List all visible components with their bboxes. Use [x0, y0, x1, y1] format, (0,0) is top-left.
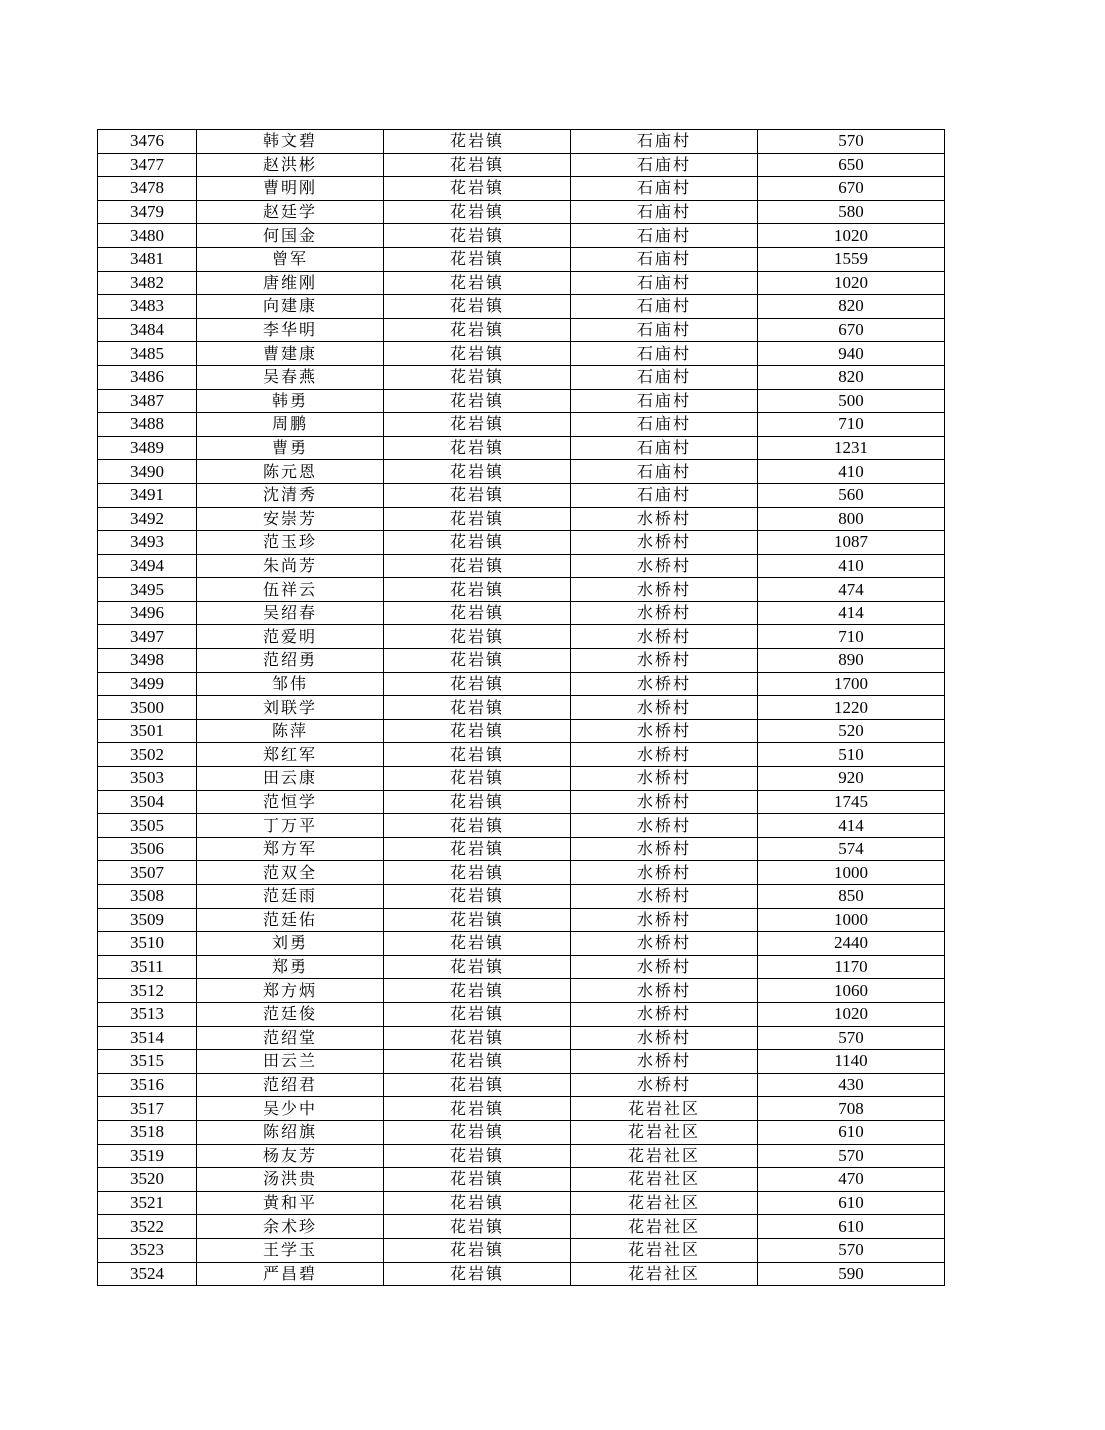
amount-cell: 590 [758, 1262, 945, 1286]
amount-cell: 574 [758, 837, 945, 861]
table-row [98, 1262, 945, 1286]
village-cell: 水桥村 [571, 578, 758, 602]
serial-cell: 3476 [98, 130, 197, 154]
table-row [98, 767, 945, 791]
table-row [98, 1097, 945, 1121]
amount-cell: 1000 [758, 861, 945, 885]
town-cell: 花岩镇 [384, 696, 571, 720]
name-cell: 杨友芳 [197, 1144, 384, 1168]
village-cell: 水桥村 [571, 507, 758, 531]
town-cell: 花岩镇 [384, 436, 571, 460]
table-row [98, 507, 945, 531]
amount-cell: 670 [758, 177, 945, 201]
town-cell: 花岩镇 [384, 531, 571, 555]
name-cell: 刘勇 [197, 932, 384, 956]
name-cell: 赵洪彬 [197, 153, 384, 177]
village-cell: 水桥村 [571, 908, 758, 932]
amount-cell: 470 [758, 1168, 945, 1192]
table-row [98, 1002, 945, 1026]
table-row [98, 1191, 945, 1215]
town-cell: 花岩镇 [384, 1191, 571, 1215]
amount-cell: 560 [758, 483, 945, 507]
name-cell: 韩勇 [197, 389, 384, 413]
table-row [98, 1144, 945, 1168]
village-cell: 水桥村 [571, 1073, 758, 1097]
serial-cell: 3519 [98, 1144, 197, 1168]
name-cell: 赵廷学 [197, 200, 384, 224]
town-cell: 花岩镇 [384, 601, 571, 625]
serial-cell: 3481 [98, 247, 197, 271]
serial-cell: 3482 [98, 271, 197, 295]
serial-cell: 3503 [98, 767, 197, 791]
serial-cell: 3515 [98, 1050, 197, 1074]
name-cell: 李华明 [197, 318, 384, 342]
village-cell: 石庙村 [571, 153, 758, 177]
serial-cell: 3499 [98, 672, 197, 696]
name-cell: 朱尚芳 [197, 554, 384, 578]
table-row [98, 342, 945, 366]
table-row [98, 247, 945, 271]
town-cell: 花岩镇 [384, 247, 571, 271]
village-cell: 石庙村 [571, 365, 758, 389]
serial-cell: 3494 [98, 554, 197, 578]
name-cell: 田云兰 [197, 1050, 384, 1074]
name-cell: 郑红军 [197, 743, 384, 767]
name-cell: 范绍勇 [197, 649, 384, 673]
village-cell: 水桥村 [571, 885, 758, 909]
amount-cell: 1020 [758, 224, 945, 248]
serial-cell: 3510 [98, 932, 197, 956]
serial-cell: 3512 [98, 979, 197, 1003]
amount-cell: 2440 [758, 932, 945, 956]
name-cell: 汤洪贵 [197, 1168, 384, 1192]
village-cell: 水桥村 [571, 1002, 758, 1026]
name-cell: 唐维刚 [197, 271, 384, 295]
name-cell: 范绍君 [197, 1073, 384, 1097]
name-cell: 陈绍旗 [197, 1120, 384, 1144]
serial-cell: 3524 [98, 1262, 197, 1286]
serial-cell: 3496 [98, 601, 197, 625]
name-cell: 余术珍 [197, 1215, 384, 1239]
table-row [98, 672, 945, 696]
town-cell: 花岩镇 [384, 460, 571, 484]
serial-cell: 3495 [98, 578, 197, 602]
town-cell: 花岩镇 [384, 1144, 571, 1168]
village-cell: 石庙村 [571, 483, 758, 507]
table-row [98, 1050, 945, 1074]
serial-cell: 3478 [98, 177, 197, 201]
amount-cell: 414 [758, 814, 945, 838]
village-cell: 石庙村 [571, 130, 758, 154]
table-row [98, 1168, 945, 1192]
serial-cell: 3508 [98, 885, 197, 909]
table-row [98, 908, 945, 932]
table-row [98, 413, 945, 437]
village-cell: 水桥村 [571, 696, 758, 720]
town-cell: 花岩镇 [384, 271, 571, 295]
table-row [98, 531, 945, 555]
serial-cell: 3502 [98, 743, 197, 767]
name-cell: 吴少中 [197, 1097, 384, 1121]
serial-cell: 3501 [98, 719, 197, 743]
town-cell: 花岩镇 [384, 861, 571, 885]
amount-cell: 650 [758, 153, 945, 177]
name-cell: 郑方炳 [197, 979, 384, 1003]
serial-cell: 3521 [98, 1191, 197, 1215]
serial-cell: 3477 [98, 153, 197, 177]
town-cell: 花岩镇 [384, 389, 571, 413]
serial-cell: 3518 [98, 1120, 197, 1144]
name-cell: 刘联学 [197, 696, 384, 720]
serial-cell: 3483 [98, 295, 197, 319]
amount-cell: 710 [758, 413, 945, 437]
amount-cell: 1087 [758, 531, 945, 555]
serial-cell: 3486 [98, 365, 197, 389]
town-cell: 花岩镇 [384, 837, 571, 861]
village-cell: 石庙村 [571, 247, 758, 271]
name-cell: 郑勇 [197, 955, 384, 979]
serial-cell: 3514 [98, 1026, 197, 1050]
town-cell: 花岩镇 [384, 625, 571, 649]
village-cell: 水桥村 [571, 719, 758, 743]
amount-cell: 610 [758, 1120, 945, 1144]
village-cell: 水桥村 [571, 767, 758, 791]
village-cell: 石庙村 [571, 413, 758, 437]
town-cell: 花岩镇 [384, 767, 571, 791]
name-cell: 范玉珍 [197, 531, 384, 555]
table-row [98, 1238, 945, 1262]
town-cell: 花岩镇 [384, 1262, 571, 1286]
town-cell: 花岩镇 [384, 200, 571, 224]
table-row [98, 719, 945, 743]
town-cell: 花岩镇 [384, 1238, 571, 1262]
table-row [98, 790, 945, 814]
name-cell: 韩文碧 [197, 130, 384, 154]
name-cell: 丁万平 [197, 814, 384, 838]
village-cell: 水桥村 [571, 531, 758, 555]
table-row [98, 696, 945, 720]
table-row [98, 625, 945, 649]
table-row [98, 224, 945, 248]
town-cell: 花岩镇 [384, 908, 571, 932]
town-cell: 花岩镇 [384, 979, 571, 1003]
serial-cell: 3504 [98, 790, 197, 814]
amount-cell: 1060 [758, 979, 945, 1003]
village-cell: 石庙村 [571, 389, 758, 413]
town-cell: 花岩镇 [384, 1026, 571, 1050]
amount-cell: 1000 [758, 908, 945, 932]
town-cell: 花岩镇 [384, 507, 571, 531]
table-row [98, 837, 945, 861]
village-cell: 花岩社区 [571, 1238, 758, 1262]
amount-cell: 500 [758, 389, 945, 413]
village-cell: 水桥村 [571, 861, 758, 885]
village-cell: 水桥村 [571, 814, 758, 838]
town-cell: 花岩镇 [384, 790, 571, 814]
name-cell: 范爱明 [197, 625, 384, 649]
amount-cell: 520 [758, 719, 945, 743]
amount-cell: 1170 [758, 955, 945, 979]
serial-cell: 3520 [98, 1168, 197, 1192]
name-cell: 黄和平 [197, 1191, 384, 1215]
town-cell: 花岩镇 [384, 743, 571, 767]
serial-cell: 3489 [98, 436, 197, 460]
amount-cell: 510 [758, 743, 945, 767]
village-cell: 花岩社区 [571, 1097, 758, 1121]
serial-cell: 3523 [98, 1238, 197, 1262]
table-row [98, 365, 945, 389]
name-cell: 范绍堂 [197, 1026, 384, 1050]
town-cell: 花岩镇 [384, 177, 571, 201]
serial-cell: 3493 [98, 531, 197, 555]
town-cell: 花岩镇 [384, 483, 571, 507]
village-cell: 水桥村 [571, 672, 758, 696]
name-cell: 周鹏 [197, 413, 384, 437]
village-cell: 花岩社区 [571, 1215, 758, 1239]
serial-cell: 3509 [98, 908, 197, 932]
table-row [98, 271, 945, 295]
amount-cell: 820 [758, 365, 945, 389]
table-row [98, 295, 945, 319]
amount-cell: 890 [758, 649, 945, 673]
town-cell: 花岩镇 [384, 649, 571, 673]
town-cell: 花岩镇 [384, 885, 571, 909]
amount-cell: 800 [758, 507, 945, 531]
amount-cell: 570 [758, 1144, 945, 1168]
village-cell: 水桥村 [571, 625, 758, 649]
amount-cell: 1231 [758, 436, 945, 460]
table-row [98, 436, 945, 460]
village-cell: 水桥村 [571, 649, 758, 673]
serial-cell: 3491 [98, 483, 197, 507]
village-cell: 石庙村 [571, 460, 758, 484]
name-cell: 曹勇 [197, 436, 384, 460]
serial-cell: 3487 [98, 389, 197, 413]
amount-cell: 1020 [758, 271, 945, 295]
village-cell: 石庙村 [571, 295, 758, 319]
village-cell: 水桥村 [571, 955, 758, 979]
table-row [98, 1120, 945, 1144]
name-cell: 陈元恩 [197, 460, 384, 484]
amount-cell: 940 [758, 342, 945, 366]
serial-cell: 3480 [98, 224, 197, 248]
amount-cell: 710 [758, 625, 945, 649]
table-row [98, 1215, 945, 1239]
town-cell: 花岩镇 [384, 413, 571, 437]
name-cell: 范廷雨 [197, 885, 384, 909]
serial-cell: 3507 [98, 861, 197, 885]
village-cell: 石庙村 [571, 200, 758, 224]
serial-cell: 3488 [98, 413, 197, 437]
name-cell: 曹建康 [197, 342, 384, 366]
name-cell: 邹伟 [197, 672, 384, 696]
town-cell: 花岩镇 [384, 932, 571, 956]
amount-cell: 430 [758, 1073, 945, 1097]
serial-cell: 3516 [98, 1073, 197, 1097]
serial-cell: 3497 [98, 625, 197, 649]
amount-cell: 410 [758, 460, 945, 484]
village-cell: 石庙村 [571, 224, 758, 248]
name-cell: 严昌碧 [197, 1262, 384, 1286]
serial-cell: 3498 [98, 649, 197, 673]
town-cell: 花岩镇 [384, 1002, 571, 1026]
table-row [98, 460, 945, 484]
town-cell: 花岩镇 [384, 1215, 571, 1239]
amount-cell: 570 [758, 1238, 945, 1262]
village-cell: 水桥村 [571, 601, 758, 625]
amount-cell: 1220 [758, 696, 945, 720]
town-cell: 花岩镇 [384, 318, 571, 342]
village-cell: 水桥村 [571, 790, 758, 814]
town-cell: 花岩镇 [384, 672, 571, 696]
name-cell: 吴绍春 [197, 601, 384, 625]
table-row [98, 1073, 945, 1097]
serial-cell: 3500 [98, 696, 197, 720]
table-row [98, 861, 945, 885]
town-cell: 花岩镇 [384, 153, 571, 177]
name-cell: 田云康 [197, 767, 384, 791]
town-cell: 花岩镇 [384, 1120, 571, 1144]
name-cell: 向建康 [197, 295, 384, 319]
town-cell: 花岩镇 [384, 719, 571, 743]
town-cell: 花岩镇 [384, 955, 571, 979]
table-row [98, 743, 945, 767]
name-cell: 曹明刚 [197, 177, 384, 201]
village-cell: 水桥村 [571, 554, 758, 578]
town-cell: 花岩镇 [384, 224, 571, 248]
table-row [98, 1026, 945, 1050]
name-cell: 范廷佑 [197, 908, 384, 932]
table-row [98, 177, 945, 201]
amount-cell: 474 [758, 578, 945, 602]
serial-cell: 3506 [98, 837, 197, 861]
serial-cell: 3485 [98, 342, 197, 366]
table-body [98, 130, 945, 1286]
town-cell: 花岩镇 [384, 814, 571, 838]
amount-cell: 580 [758, 200, 945, 224]
amount-cell: 1700 [758, 672, 945, 696]
name-cell: 范双全 [197, 861, 384, 885]
amount-cell: 610 [758, 1191, 945, 1215]
amount-cell: 410 [758, 554, 945, 578]
amount-cell: 670 [758, 318, 945, 342]
town-cell: 花岩镇 [384, 342, 571, 366]
table-row [98, 200, 945, 224]
village-cell: 水桥村 [571, 743, 758, 767]
town-cell: 花岩镇 [384, 1073, 571, 1097]
name-cell: 曾军 [197, 247, 384, 271]
village-cell: 水桥村 [571, 932, 758, 956]
name-cell: 陈萍 [197, 719, 384, 743]
amount-cell: 1559 [758, 247, 945, 271]
table-row [98, 554, 945, 578]
amount-cell: 610 [758, 1215, 945, 1239]
name-cell: 郑方军 [197, 837, 384, 861]
table-row [98, 578, 945, 602]
amount-cell: 708 [758, 1097, 945, 1121]
amount-cell: 1020 [758, 1002, 945, 1026]
village-cell: 石庙村 [571, 342, 758, 366]
serial-cell: 3517 [98, 1097, 197, 1121]
name-cell: 沈清秀 [197, 483, 384, 507]
table-row [98, 979, 945, 1003]
data-table [97, 129, 945, 1286]
serial-cell: 3505 [98, 814, 197, 838]
table-row [98, 955, 945, 979]
town-cell: 花岩镇 [384, 1168, 571, 1192]
serial-cell: 3492 [98, 507, 197, 531]
name-cell: 吴春燕 [197, 365, 384, 389]
village-cell: 石庙村 [571, 318, 758, 342]
village-cell: 花岩社区 [571, 1262, 758, 1286]
table-row [98, 601, 945, 625]
town-cell: 花岩镇 [384, 1097, 571, 1121]
serial-cell: 3513 [98, 1002, 197, 1026]
village-cell: 花岩社区 [571, 1168, 758, 1192]
town-cell: 花岩镇 [384, 578, 571, 602]
amount-cell: 920 [758, 767, 945, 791]
town-cell: 花岩镇 [384, 130, 571, 154]
town-cell: 花岩镇 [384, 1050, 571, 1074]
amount-cell: 820 [758, 295, 945, 319]
village-cell: 石庙村 [571, 177, 758, 201]
serial-cell: 3490 [98, 460, 197, 484]
table-row [98, 153, 945, 177]
name-cell: 王学玉 [197, 1238, 384, 1262]
name-cell: 范恒学 [197, 790, 384, 814]
town-cell: 花岩镇 [384, 295, 571, 319]
table-row [98, 649, 945, 673]
town-cell: 花岩镇 [384, 365, 571, 389]
village-cell: 石庙村 [571, 271, 758, 295]
name-cell: 何国金 [197, 224, 384, 248]
table-row [98, 483, 945, 507]
village-cell: 水桥村 [571, 1050, 758, 1074]
amount-cell: 570 [758, 1026, 945, 1050]
serial-cell: 3511 [98, 955, 197, 979]
amount-cell: 570 [758, 130, 945, 154]
village-cell: 花岩社区 [571, 1191, 758, 1215]
table-row [98, 318, 945, 342]
serial-cell: 3479 [98, 200, 197, 224]
table-row [98, 814, 945, 838]
name-cell: 安崇芳 [197, 507, 384, 531]
village-cell: 花岩社区 [571, 1144, 758, 1168]
village-cell: 花岩社区 [571, 1120, 758, 1144]
serial-cell: 3522 [98, 1215, 197, 1239]
name-cell: 伍祥云 [197, 578, 384, 602]
amount-cell: 1140 [758, 1050, 945, 1074]
amount-cell: 414 [758, 601, 945, 625]
table-row [98, 130, 945, 154]
village-cell: 水桥村 [571, 837, 758, 861]
table-row [98, 932, 945, 956]
village-cell: 水桥村 [571, 1026, 758, 1050]
table-row [98, 885, 945, 909]
serial-cell: 3484 [98, 318, 197, 342]
village-cell: 水桥村 [571, 979, 758, 1003]
amount-cell: 850 [758, 885, 945, 909]
amount-cell: 1745 [758, 790, 945, 814]
table-row [98, 389, 945, 413]
name-cell: 范廷俊 [197, 1002, 384, 1026]
town-cell: 花岩镇 [384, 554, 571, 578]
village-cell: 石庙村 [571, 436, 758, 460]
